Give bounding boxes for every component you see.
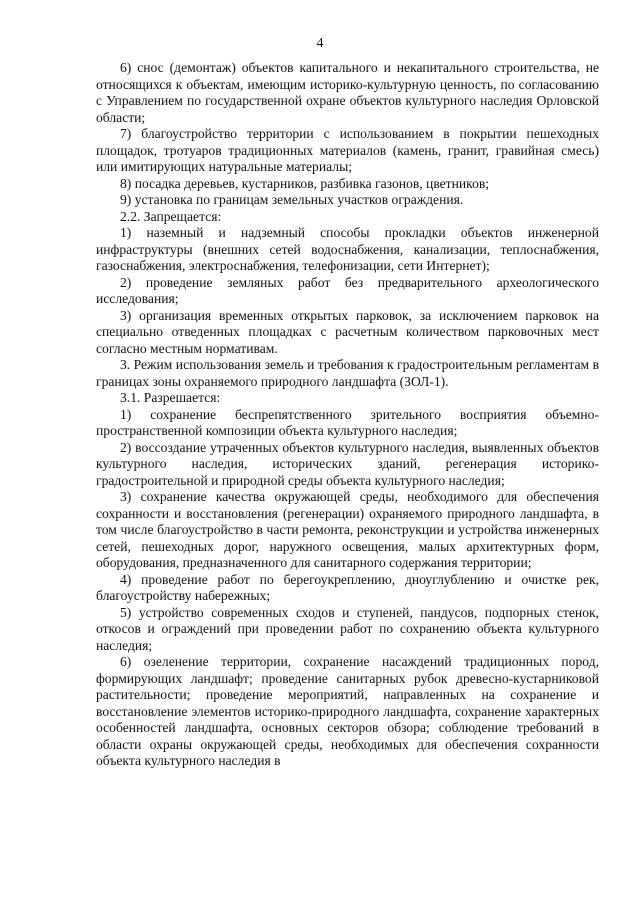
- paragraph-item-7-landscaping: 7) благоустройство территории с использованием в покрытии пешеходных площадок, тротуаров традиционных материалов (камень, гранит, гравийная смесь) или имитирующих натуральные материалы;: [96, 126, 599, 174]
- page-number: 4: [316, 36, 324, 51]
- paragraph-allowed-5-stairs-ramps: 5) устройство современных сходов и ступеней, пандусов, подпорных стенок, откосов и ограждений при проведении работ по сохранению объекта культурного наследия;: [96, 604, 599, 653]
- paragraph-item-8-planting: 8) посадка деревьев, кустарников, разбивка газонов, цветников;: [120, 175, 490, 191]
- section-3-land-use-regime: 3. Режим использования земель и требования к градостроительным регламентам в границах зоны охраняемого природного ландшафта (ЗОЛ-1).: [96, 357, 599, 389]
- section-2-2-prohibited-heading: 2.2. Запрещается:: [120, 208, 222, 224]
- paragraph-allowed-4-bank-works: 4) проведение работ по берегоукреплению, дноуглублению и очистке рек, благоустройству набережных;: [96, 571, 599, 603]
- paragraph-allowed-1-visual-perception: 1) сохранение беспрепятственного зрительного восприятия объемно-пространственной композиции объекта культурного наследия;: [96, 406, 599, 438]
- paragraph-allowed-2-reconstruction: 2) воссоздание утраченных объектов культурного наследия, выявленных объектов культурного наследия, исторических зданий, регенерация историко-градостроительной и природной среды объекта культурного наследия;: [96, 439, 599, 488]
- paragraph-item-9-fencing: 9) установка по границам земельных участков ограждения.: [120, 192, 464, 207]
- paragraph-prohibited-2-earthworks: 2) проведение земляных работ без предварительного археологического исследования;: [96, 274, 599, 306]
- paragraph-item-6-demolition: 6) снос (демонтаж) объектов капитального и некапитального строительства, не относящихся к объектам, имеющим историко-культурную ценность, по согласованию с Управлением по государственной охране объектов культурного наследия Орловской области;: [96, 60, 599, 125]
- section-3-1-allowed-heading: 3.1. Разрешается:: [120, 390, 221, 405]
- document-body: [96, 60, 599, 770]
- paragraph-prohibited-1-utilities: 1) наземный и надземный способы прокладки объектов инженерной инфраструктуры (внешних сетей водоснабжения, канализации, теплоснабжения, газоснабжения, электроснабжения, телефонизации, сети Интернет);: [96, 225, 599, 273]
- paragraph-prohibited-3-parking: 3) организация временных открытых парковок, за исключением парковок на специально отведенных площадках с расчетным количеством парковочных мест согласно местным нормативам.: [96, 307, 599, 356]
- paragraph-allowed-6-greening: 6) озеленение территории, сохранение насаждений традиционных пород, формирующих ландшафт; проведение санитарных рубок древесно-кустарниковой растительности; проведение мероприятий, направленных на сохранение и восстановление элементов историко-природного ландшафта, сохранение характерных особенностей ландшафта, основных секторов обзора; соблюдение требований в области охраны окружающей среды, необходимых для обеспечения сохранности объекта культурного наследия в: [96, 654, 599, 768]
- paragraph-allowed-3-environment: 3) сохранение качества окружающей среды, необходимого для обеспечения сохранности и восстановления (регенерации) охраняемого природного ландшафта, в том числе благоустройство в части ремонта, реконструкции и устройства инженерных сетей, пешеходных дорог, наружного освещения, малых архитектурных форм, оборудования, предназначенного для санитарного содержания территории;: [96, 489, 599, 570]
